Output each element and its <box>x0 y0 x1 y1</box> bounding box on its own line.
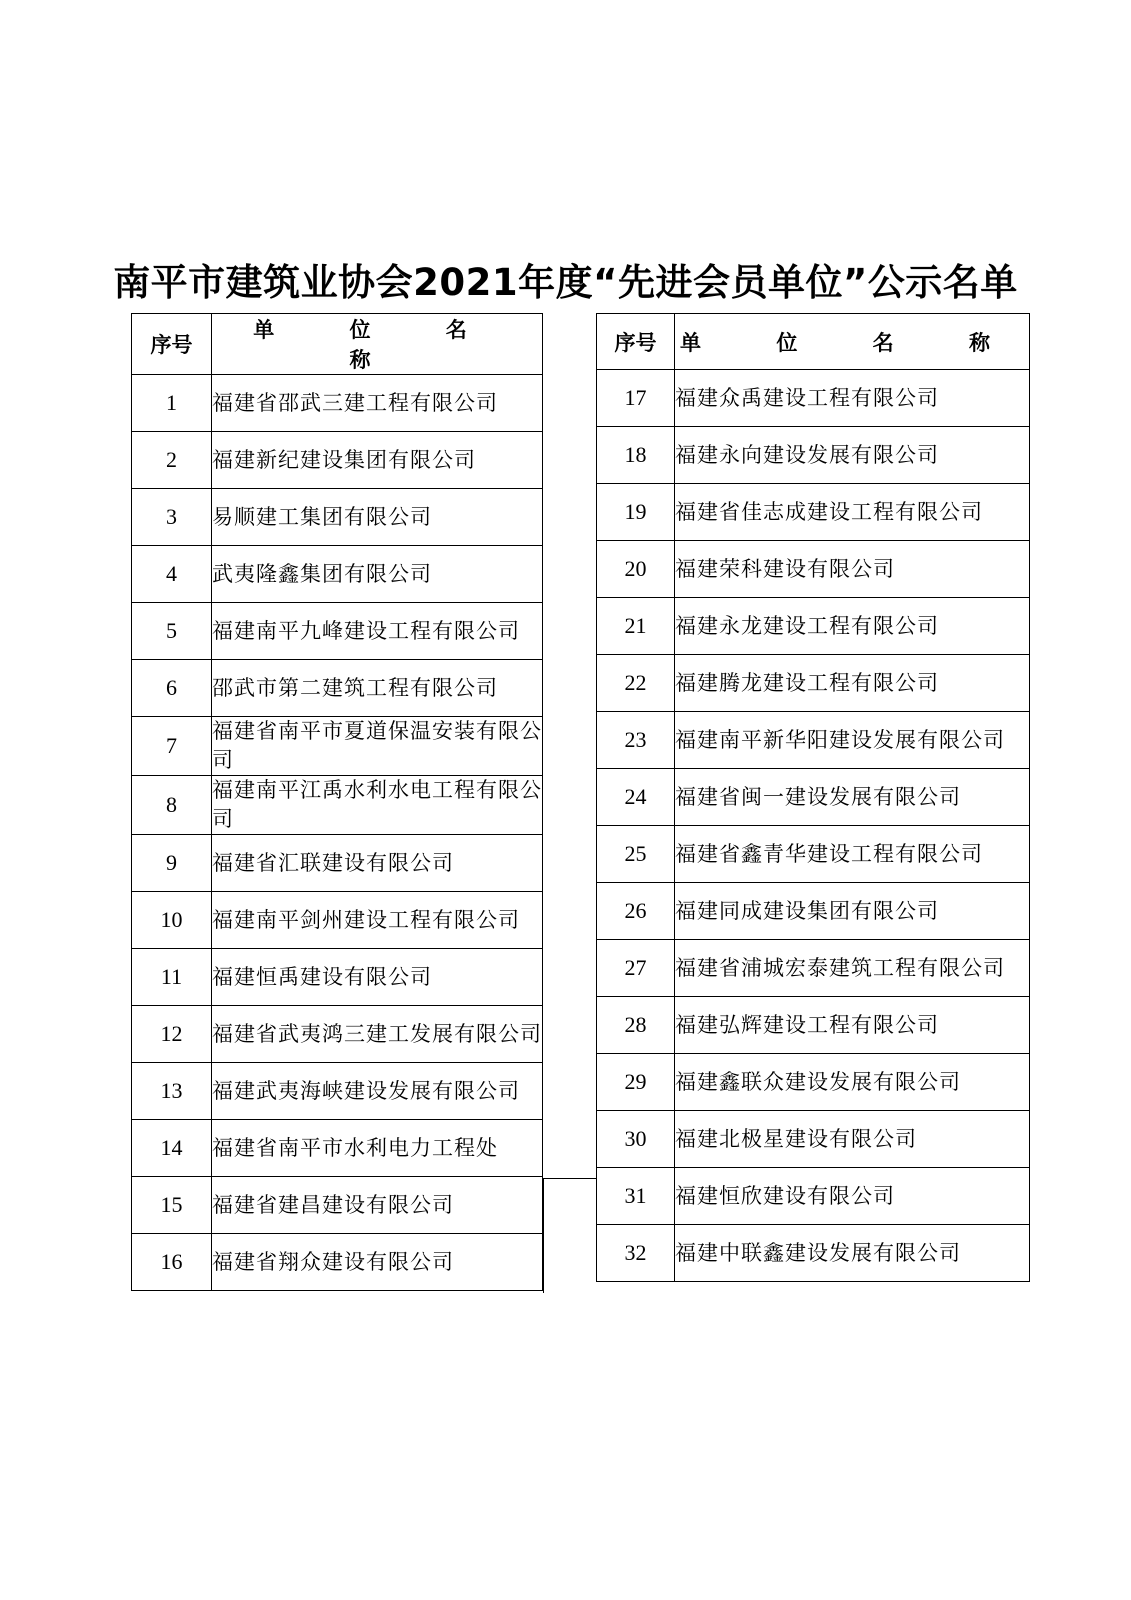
table-row <box>132 1120 543 1177</box>
row-number: 17 <box>597 370 675 427</box>
company-name: 邵武市第二建筑工程有限公司 <box>212 660 543 717</box>
table-header-row <box>132 314 543 375</box>
row-number: 18 <box>597 427 675 484</box>
left-member-table <box>131 313 543 1291</box>
table-row <box>132 717 543 776</box>
company-name: 福建众禹建设工程有限公司 <box>675 370 1030 427</box>
table-row <box>132 489 543 546</box>
table-row <box>597 769 1030 826</box>
table-row <box>132 432 543 489</box>
table-header-row <box>597 314 1030 370</box>
row-number: 25 <box>597 826 675 883</box>
row-number: 9 <box>132 835 212 892</box>
company-name: 福建永向建设发展有限公司 <box>675 427 1030 484</box>
gap-left-edge <box>543 1178 544 1293</box>
row-number: 29 <box>597 1054 675 1111</box>
table-row <box>597 883 1030 940</box>
row-number: 6 <box>132 660 212 717</box>
row-number: 2 <box>132 432 212 489</box>
table-row <box>597 712 1030 769</box>
row-number: 3 <box>132 489 212 546</box>
table-row <box>597 370 1030 427</box>
row-number: 26 <box>597 883 675 940</box>
row-number: 32 <box>597 1225 675 1282</box>
row-number: 1 <box>132 375 212 432</box>
company-name: 福建北极星建设有限公司 <box>675 1111 1030 1168</box>
table-row <box>132 892 543 949</box>
company-name: 福建新纪建设集团有限公司 <box>212 432 543 489</box>
table-row <box>597 1054 1030 1111</box>
table-row <box>597 940 1030 997</box>
company-name: 福建省闽一建设发展有限公司 <box>675 769 1030 826</box>
row-number: 20 <box>597 541 675 598</box>
table-row <box>132 1063 543 1120</box>
table-row <box>597 427 1030 484</box>
company-name: 福建南平江禹水利水电工程有限公司 <box>212 776 543 835</box>
company-name: 易顺建工集团有限公司 <box>212 489 543 546</box>
company-name: 福建省邵武三建工程有限公司 <box>212 375 543 432</box>
table-row <box>597 1111 1030 1168</box>
table-row <box>597 826 1030 883</box>
company-name: 福建省汇联建设有限公司 <box>212 835 543 892</box>
row-number: 30 <box>597 1111 675 1168</box>
row-number: 16 <box>132 1234 212 1291</box>
table-row <box>132 776 543 835</box>
table-row <box>132 375 543 432</box>
row-number: 28 <box>597 997 675 1054</box>
company-name: 福建省建昌建设有限公司 <box>212 1177 543 1234</box>
row-number: 19 <box>597 484 675 541</box>
company-name: 福建省南平市夏道保温安装有限公司 <box>212 717 543 776</box>
table-row <box>597 1225 1030 1282</box>
row-number: 23 <box>597 712 675 769</box>
company-name: 武夷隆鑫集团有限公司 <box>212 546 543 603</box>
table-row <box>597 484 1030 541</box>
header-name: 单 位 名 称 <box>212 314 543 375</box>
table-row <box>597 598 1030 655</box>
row-number: 22 <box>597 655 675 712</box>
company-name: 福建恒欣建设有限公司 <box>675 1168 1030 1225</box>
company-name: 福建恒禹建设有限公司 <box>212 949 543 1006</box>
company-name: 福建省翔众建设有限公司 <box>212 1234 543 1291</box>
table-row <box>132 603 543 660</box>
company-name: 福建荣科建设有限公司 <box>675 541 1030 598</box>
company-name: 福建省浦城宏泰建筑工程有限公司 <box>675 940 1030 997</box>
header-name: 单 位 名 称 <box>675 314 1030 370</box>
company-name: 福建省南平市水利电力工程处 <box>212 1120 543 1177</box>
row-number: 8 <box>132 776 212 835</box>
table-row <box>132 546 543 603</box>
row-number: 12 <box>132 1006 212 1063</box>
company-name: 福建永龙建设工程有限公司 <box>675 598 1030 655</box>
table-row <box>132 1006 543 1063</box>
row-number: 5 <box>132 603 212 660</box>
row-number: 7 <box>132 717 212 776</box>
row-number: 10 <box>132 892 212 949</box>
table-row <box>597 655 1030 712</box>
table-row <box>132 949 543 1006</box>
header-number: 序号 <box>597 314 675 370</box>
row-number: 27 <box>597 940 675 997</box>
company-name: 福建鑫联众建设发展有限公司 <box>675 1054 1030 1111</box>
row-number: 13 <box>132 1063 212 1120</box>
row-number: 15 <box>132 1177 212 1234</box>
company-name: 福建武夷海峡建设发展有限公司 <box>212 1063 543 1120</box>
header-number: 序号 <box>132 314 212 375</box>
row-number: 21 <box>597 598 675 655</box>
table-row <box>597 1168 1030 1225</box>
company-name: 福建腾龙建设工程有限公司 <box>675 655 1030 712</box>
page-title: 南平市建筑业协会2021年度“先进会员单位”公示名单 <box>113 261 1018 304</box>
table-row <box>132 835 543 892</box>
table-row <box>132 660 543 717</box>
row-number: 31 <box>597 1168 675 1225</box>
table-row <box>132 1234 543 1291</box>
row-number: 11 <box>132 949 212 1006</box>
right-member-table <box>596 313 1030 1282</box>
table-row <box>597 997 1030 1054</box>
row-number: 4 <box>132 546 212 603</box>
company-name: 福建南平新华阳建设发展有限公司 <box>675 712 1030 769</box>
company-name: 福建同成建设集团有限公司 <box>675 883 1030 940</box>
gap-separator-line <box>543 1178 596 1179</box>
table-row <box>132 1177 543 1234</box>
company-name: 福建南平剑州建设工程有限公司 <box>212 892 543 949</box>
table-row <box>597 541 1030 598</box>
row-number: 14 <box>132 1120 212 1177</box>
company-name: 福建省武夷鸿三建工发展有限公司 <box>212 1006 543 1063</box>
company-name: 福建省佳志成建设工程有限公司 <box>675 484 1030 541</box>
company-name: 福建南平九峰建设工程有限公司 <box>212 603 543 660</box>
company-name: 福建弘辉建设工程有限公司 <box>675 997 1030 1054</box>
company-name: 福建省鑫青华建设工程有限公司 <box>675 826 1030 883</box>
company-name: 福建中联鑫建设发展有限公司 <box>675 1225 1030 1282</box>
row-number: 24 <box>597 769 675 826</box>
